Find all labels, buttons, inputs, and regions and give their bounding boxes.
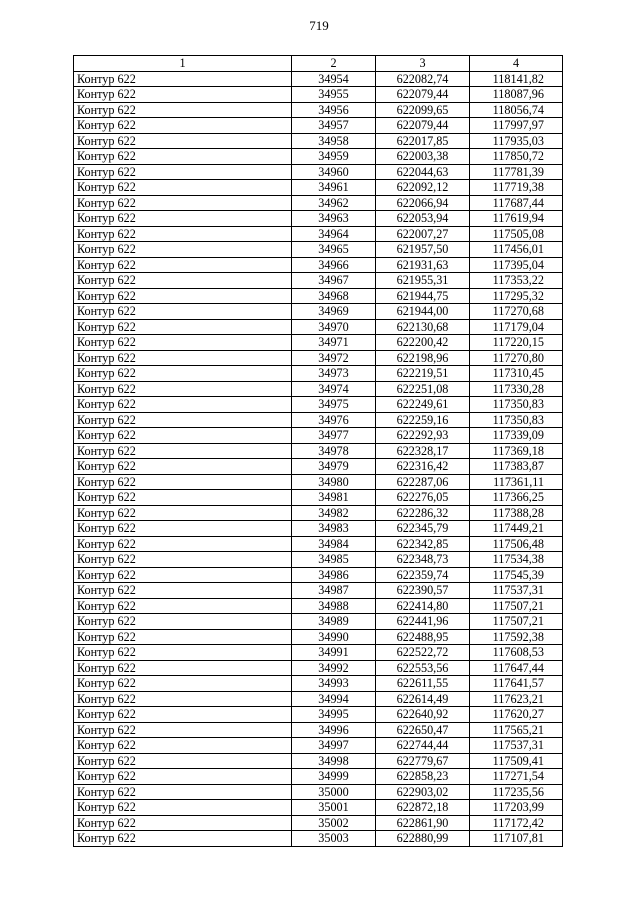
x-coordinate-cell: 622082,74 [376,71,470,87]
point-number-cell: 34995 [292,707,376,723]
table-row [74,257,563,273]
point-number-cell: 34981 [292,490,376,506]
contour-name-cell: Контур 622 [74,676,292,692]
table-row [74,366,563,382]
contour-name-cell: Контур 622 [74,242,292,258]
point-number-cell: 35000 [292,784,376,800]
contour-name-cell: Контур 622 [74,583,292,599]
contour-name-cell: Контур 622 [74,71,292,87]
table-header [74,56,563,72]
point-number-cell: 34958 [292,133,376,149]
table-row [74,319,563,335]
point-number-cell: 34987 [292,583,376,599]
y-coordinate-cell: 117456,01 [470,242,563,258]
x-coordinate-cell: 622345,79 [376,521,470,537]
table-row [74,769,563,785]
table-row [74,784,563,800]
point-number-cell: 34992 [292,660,376,676]
table-row [74,288,563,304]
x-coordinate-cell: 621944,00 [376,304,470,320]
contour-name-cell: Контур 622 [74,350,292,366]
y-coordinate-cell: 117620,27 [470,707,563,723]
point-number-cell: 34997 [292,738,376,754]
x-coordinate-cell: 622092,12 [376,180,470,196]
table-row [74,443,563,459]
table-row [74,676,563,692]
point-number-cell: 34980 [292,474,376,490]
contour-name-cell: Контур 622 [74,195,292,211]
table-row [74,490,563,506]
x-coordinate-cell: 622053,94 [376,211,470,227]
contour-name-cell: Контур 622 [74,769,292,785]
table-row [74,505,563,521]
contour-name-cell: Контур 622 [74,149,292,165]
x-coordinate-cell: 622522,72 [376,645,470,661]
y-coordinate-cell: 117623,21 [470,691,563,707]
contour-name-cell: Контур 622 [74,598,292,614]
table-row [74,350,563,366]
table-row [74,567,563,583]
table-row [74,722,563,738]
x-coordinate-cell: 622251,08 [376,381,470,397]
y-coordinate-cell: 117310,45 [470,366,563,382]
point-number-cell: 34985 [292,552,376,568]
x-coordinate-cell: 622861,90 [376,815,470,831]
point-number-cell: 34982 [292,505,376,521]
point-number-cell: 34966 [292,257,376,273]
column-header-4: 4 [470,56,563,72]
point-number-cell: 34967 [292,273,376,289]
point-number-cell: 34994 [292,691,376,707]
y-coordinate-cell: 118056,74 [470,102,563,118]
x-coordinate-cell: 622003,38 [376,149,470,165]
point-number-cell: 34999 [292,769,376,785]
table-row [74,707,563,723]
point-number-cell: 34989 [292,614,376,630]
table-row [74,459,563,475]
contour-name-cell: Контур 622 [74,118,292,134]
contour-name-cell: Контур 622 [74,831,292,847]
y-coordinate-cell: 117395,04 [470,257,563,273]
contour-name-cell: Контур 622 [74,257,292,273]
point-number-cell: 34970 [292,319,376,335]
y-coordinate-cell: 117366,25 [470,490,563,506]
table-row [74,800,563,816]
x-coordinate-cell: 622342,85 [376,536,470,552]
point-number-cell: 34960 [292,164,376,180]
x-coordinate-cell: 622130,68 [376,319,470,335]
x-coordinate-cell: 622348,73 [376,552,470,568]
x-coordinate-cell: 622219,51 [376,366,470,382]
y-coordinate-cell: 118087,96 [470,87,563,103]
table-row [74,815,563,831]
table-row [74,691,563,707]
x-coordinate-cell: 621944,75 [376,288,470,304]
point-number-cell: 34979 [292,459,376,475]
y-coordinate-cell: 118141,82 [470,71,563,87]
x-coordinate-cell: 622292,93 [376,428,470,444]
y-coordinate-cell: 117350,83 [470,412,563,428]
point-number-cell: 34956 [292,102,376,118]
point-number-cell: 34962 [292,195,376,211]
contour-name-cell: Контур 622 [74,180,292,196]
x-coordinate-cell: 622744,44 [376,738,470,754]
contour-name-cell: Контур 622 [74,381,292,397]
x-coordinate-cell: 622276,05 [376,490,470,506]
x-coordinate-cell: 622198,96 [376,350,470,366]
y-coordinate-cell: 117781,39 [470,164,563,180]
point-number-cell: 34955 [292,87,376,103]
point-number-cell: 34978 [292,443,376,459]
table-row [74,753,563,769]
point-number-cell: 34984 [292,536,376,552]
point-number-cell: 34959 [292,149,376,165]
table-row [74,180,563,196]
y-coordinate-cell: 117850,72 [470,149,563,165]
x-coordinate-cell: 622066,94 [376,195,470,211]
contour-name-cell: Контур 622 [74,536,292,552]
contour-name-cell: Контур 622 [74,335,292,351]
y-coordinate-cell: 117220,15 [470,335,563,351]
y-coordinate-cell: 117107,81 [470,831,563,847]
x-coordinate-cell: 622614,49 [376,691,470,707]
contour-name-cell: Контур 622 [74,784,292,800]
point-number-cell: 34972 [292,350,376,366]
point-number-cell: 34977 [292,428,376,444]
contour-name-cell: Контур 622 [74,273,292,289]
point-number-cell: 34961 [292,180,376,196]
x-coordinate-cell: 622650,47 [376,722,470,738]
y-coordinate-cell: 117997,97 [470,118,563,134]
table-body [74,71,563,846]
y-coordinate-cell: 117179,04 [470,319,563,335]
table-row [74,381,563,397]
x-coordinate-cell: 622553,56 [376,660,470,676]
y-coordinate-cell: 117361,11 [470,474,563,490]
table-row [74,149,563,165]
y-coordinate-cell: 117172,42 [470,815,563,831]
table-row [74,273,563,289]
x-coordinate-cell: 622249,61 [376,397,470,413]
contour-name-cell: Контур 622 [74,459,292,475]
contour-name-cell: Контур 622 [74,319,292,335]
x-coordinate-cell: 622099,65 [376,102,470,118]
table-row [74,102,563,118]
point-number-cell: 34991 [292,645,376,661]
point-number-cell: 34969 [292,304,376,320]
contour-name-cell: Контур 622 [74,567,292,583]
contour-name-cell: Контур 622 [74,428,292,444]
x-coordinate-cell: 622488,95 [376,629,470,645]
table-row [74,583,563,599]
x-coordinate-cell: 622872,18 [376,800,470,816]
x-coordinate-cell: 622441,96 [376,614,470,630]
table-row [74,412,563,428]
contour-name-cell: Контур 622 [74,474,292,490]
y-coordinate-cell: 117353,22 [470,273,563,289]
point-number-cell: 34988 [292,598,376,614]
table-row [74,397,563,413]
y-coordinate-cell: 117509,41 [470,753,563,769]
contour-name-cell: Контур 622 [74,660,292,676]
y-coordinate-cell: 117369,18 [470,443,563,459]
contour-name-cell: Контур 622 [74,102,292,118]
y-coordinate-cell: 117388,28 [470,505,563,521]
point-number-cell: 34973 [292,366,376,382]
y-coordinate-cell: 117330,28 [470,381,563,397]
contour-name-cell: Контур 622 [74,645,292,661]
y-coordinate-cell: 117641,57 [470,676,563,692]
x-coordinate-cell: 622779,67 [376,753,470,769]
x-coordinate-cell: 622611,55 [376,676,470,692]
table-row [74,474,563,490]
table-row [74,71,563,87]
y-coordinate-cell: 117537,31 [470,583,563,599]
y-coordinate-cell: 117203,99 [470,800,563,816]
point-number-cell: 35002 [292,815,376,831]
x-coordinate-cell: 622007,27 [376,226,470,242]
y-coordinate-cell: 117295,32 [470,288,563,304]
x-coordinate-cell: 622044,63 [376,164,470,180]
contour-name-cell: Контур 622 [74,521,292,537]
x-coordinate-cell: 622640,92 [376,707,470,723]
header-row [74,56,563,72]
table-row [74,304,563,320]
table-row [74,335,563,351]
contour-name-cell: Контур 622 [74,211,292,227]
point-number-cell: 34954 [292,71,376,87]
point-number-cell: 34975 [292,397,376,413]
point-number-cell: 35001 [292,800,376,816]
contour-name-cell: Контур 622 [74,412,292,428]
table-row [74,226,563,242]
table-row [74,614,563,630]
table-row [74,660,563,676]
point-number-cell: 34971 [292,335,376,351]
x-coordinate-cell: 622414,80 [376,598,470,614]
table-row [74,831,563,847]
x-coordinate-cell: 622359,74 [376,567,470,583]
table-row [74,118,563,134]
point-number-cell: 34974 [292,381,376,397]
y-coordinate-cell: 117270,80 [470,350,563,366]
table-row [74,521,563,537]
contour-name-cell: Контур 622 [74,164,292,180]
y-coordinate-cell: 117534,38 [470,552,563,568]
table-row [74,645,563,661]
contour-name-cell: Контур 622 [74,815,292,831]
point-number-cell: 34957 [292,118,376,134]
table-row [74,242,563,258]
y-coordinate-cell: 117271,54 [470,769,563,785]
table-row [74,164,563,180]
point-number-cell: 34998 [292,753,376,769]
y-coordinate-cell: 117687,44 [470,195,563,211]
contour-name-cell: Контур 622 [74,753,292,769]
point-number-cell: 34963 [292,211,376,227]
y-coordinate-cell: 117619,94 [470,211,563,227]
contour-name-cell: Контур 622 [74,87,292,103]
x-coordinate-cell: 622079,44 [376,118,470,134]
table-row [74,133,563,149]
y-coordinate-cell: 117608,53 [470,645,563,661]
point-number-cell: 34986 [292,567,376,583]
y-coordinate-cell: 117383,87 [470,459,563,475]
point-number-cell: 35003 [292,831,376,847]
x-coordinate-cell: 621957,50 [376,242,470,258]
y-coordinate-cell: 117270,68 [470,304,563,320]
x-coordinate-cell: 621931,63 [376,257,470,273]
point-number-cell: 34976 [292,412,376,428]
contour-name-cell: Контур 622 [74,443,292,459]
column-header-2: 2 [292,56,376,72]
y-coordinate-cell: 117505,08 [470,226,563,242]
x-coordinate-cell: 622903,02 [376,784,470,800]
y-coordinate-cell: 117537,31 [470,738,563,754]
x-coordinate-cell: 622079,44 [376,87,470,103]
x-coordinate-cell: 622259,16 [376,412,470,428]
table-row [74,195,563,211]
table-row [74,598,563,614]
y-coordinate-cell: 117350,83 [470,397,563,413]
y-coordinate-cell: 117506,48 [470,536,563,552]
contour-name-cell: Контур 622 [74,552,292,568]
contour-name-cell: Контур 622 [74,366,292,382]
x-coordinate-cell: 622880,99 [376,831,470,847]
x-coordinate-cell: 622328,17 [376,443,470,459]
y-coordinate-cell: 117545,39 [470,567,563,583]
point-number-cell: 34990 [292,629,376,645]
y-coordinate-cell: 117719,38 [470,180,563,196]
contour-name-cell: Контур 622 [74,738,292,754]
x-coordinate-cell: 622390,57 [376,583,470,599]
table-row [74,552,563,568]
point-number-cell: 34965 [292,242,376,258]
y-coordinate-cell: 117565,21 [470,722,563,738]
x-coordinate-cell: 622316,42 [376,459,470,475]
y-coordinate-cell: 117592,38 [470,629,563,645]
y-coordinate-cell: 117449,21 [470,521,563,537]
contour-name-cell: Контур 622 [74,490,292,506]
x-coordinate-cell: 622287,06 [376,474,470,490]
contour-name-cell: Контур 622 [74,691,292,707]
x-coordinate-cell: 621955,31 [376,273,470,289]
point-number-cell: 34968 [292,288,376,304]
column-header-1: 1 [74,56,292,72]
point-number-cell: 34964 [292,226,376,242]
coordinates-table [73,55,563,847]
contour-name-cell: Контур 622 [74,629,292,645]
contour-name-cell: Контур 622 [74,133,292,149]
contour-name-cell: Контур 622 [74,288,292,304]
table-row [74,738,563,754]
table-row [74,211,563,227]
point-number-cell: 34983 [292,521,376,537]
x-coordinate-cell: 622200,42 [376,335,470,351]
contour-name-cell: Контур 622 [74,304,292,320]
y-coordinate-cell: 117507,21 [470,598,563,614]
point-number-cell: 34996 [292,722,376,738]
y-coordinate-cell: 117647,44 [470,660,563,676]
page-number: 719 [309,18,329,33]
contour-name-cell: Контур 622 [74,614,292,630]
x-coordinate-cell: 622858,23 [376,769,470,785]
contour-name-cell: Контур 622 [74,505,292,521]
table-row [74,428,563,444]
y-coordinate-cell: 117935,03 [470,133,563,149]
x-coordinate-cell: 622017,85 [376,133,470,149]
y-coordinate-cell: 117507,21 [470,614,563,630]
contour-name-cell: Контур 622 [74,707,292,723]
x-coordinate-cell: 622286,32 [376,505,470,521]
y-coordinate-cell: 117339,09 [470,428,563,444]
contour-name-cell: Контур 622 [74,397,292,413]
contour-name-cell: Контур 622 [74,722,292,738]
table-row [74,536,563,552]
contour-name-cell: Контур 622 [74,226,292,242]
table-row [74,629,563,645]
point-number-cell: 34993 [292,676,376,692]
y-coordinate-cell: 117235,56 [470,784,563,800]
table-row [74,87,563,103]
column-header-3: 3 [376,56,470,72]
contour-name-cell: Контур 622 [74,800,292,816]
